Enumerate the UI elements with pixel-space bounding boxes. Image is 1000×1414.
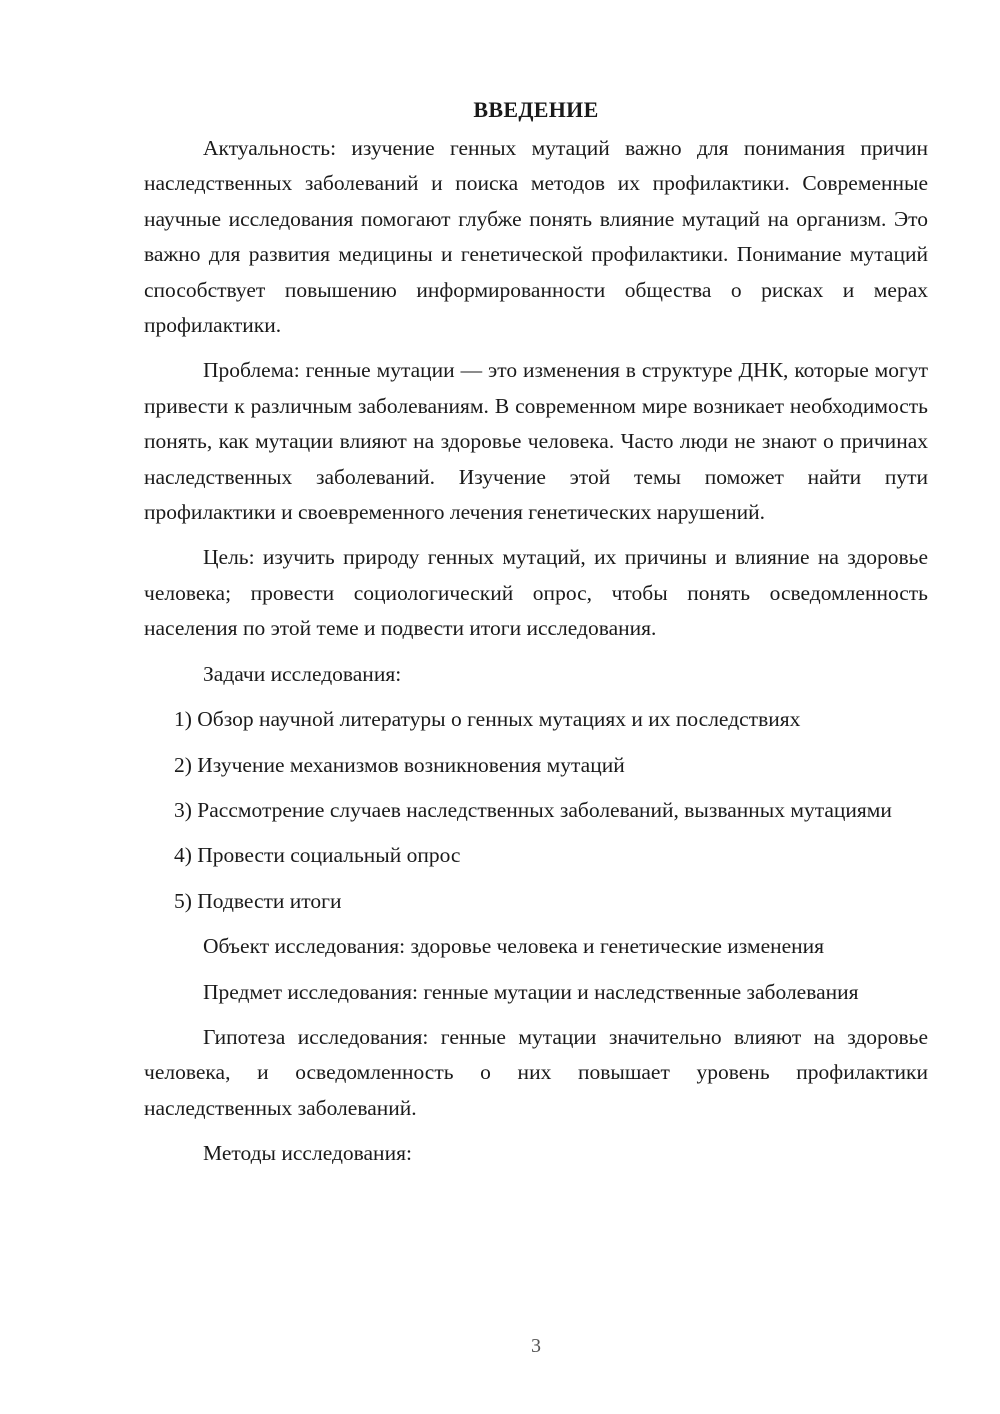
task-item: 4) Провести социальный опрос <box>174 843 461 868</box>
hypothesis-paragraph: Гипотеза исследования: генные мутации значительно влияют на здоровье человека, и осведомленность о них повышает уровень профилактики наследственных заболеваний. <box>144 1024 928 1120</box>
task-item: 5) Подвести итоги <box>174 888 342 913</box>
tasks-title: Задачи исследования: <box>203 661 402 686</box>
relevance-paragraph: Актуальность: изучение генных мутаций важно для понимания причин наследственных заболеваний и поиска методов их профилактики. Современные научные исследования помогают глубже понять влияние мутаций на организм. Это важно для развития медицины и генетической профилактики. Понимание мутаций способствует повышению информированности общества о рисках и мерах профилактики. <box>144 136 928 338</box>
task-item: 1) Обзор научной литературы о генных мутациях и их последствиях <box>174 707 801 732</box>
document-page <box>144 92 928 1182</box>
page-number: 3 <box>531 1335 541 1357</box>
methods-title: Методы исследования: <box>203 1141 412 1166</box>
task-item: 2) Изучение механизмов возникновения мутаций <box>174 752 625 777</box>
object-paragraph: Объект исследования: здоровье человека и генетические изменения <box>203 934 825 959</box>
section-heading: ВВЕДЕНИЕ <box>473 97 599 122</box>
task-item: 3) Рассмотрение случаев наследственных заболеваний, вызванных мутациями <box>174 797 892 822</box>
problem-paragraph: Проблема: генные мутации — это изменения в структуре ДНК, которые могут привести к различным заболеваниям. В современном мире возникает необходимость понять, как мутации влияют на здоровье человека. Часто люди не знают о причинах наследственных заболеваний. Изучение этой темы поможет найти пути профилактики и своевременного лечения генетических нарушений. <box>144 358 928 525</box>
goal-paragraph: Цель: изучить природу генных мутаций, их причины и влияние на здоровье человека; провести социологический опрос, чтобы понять осведомленность населения по этой теме и подвести итоги исследования. <box>144 545 928 641</box>
subject-paragraph: Предмет исследования: генные мутации и наследственные заболевания <box>203 979 859 1004</box>
